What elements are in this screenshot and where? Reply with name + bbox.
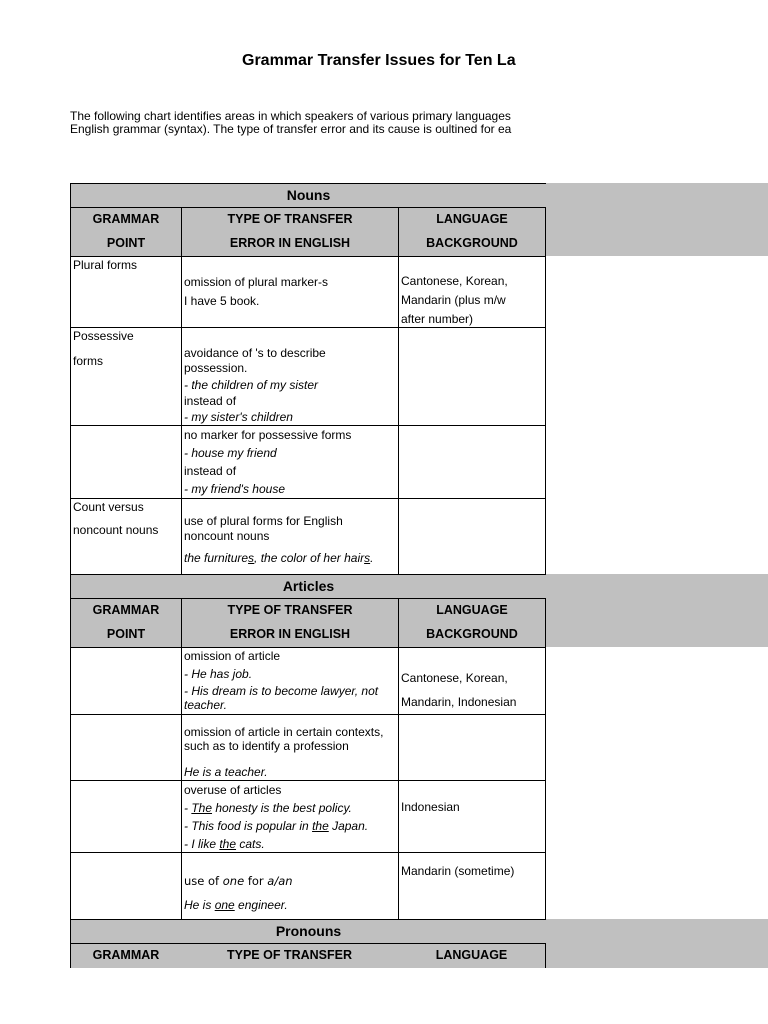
header-language-line2: BACKGROUND — [426, 236, 518, 250]
example-text: - my sister's children — [184, 410, 293, 424]
lang-line: Indonesian — [401, 800, 460, 814]
nouns-row2-error — [181, 327, 399, 426]
articles-row4-lang — [398, 852, 546, 920]
error-italic: a/an — [267, 874, 293, 888]
example-part: cats. — [236, 837, 265, 851]
error-text: omission of article in certain contexts, — [184, 725, 384, 739]
example-text — [184, 551, 396, 566]
error-text: omission of plural marker-s — [184, 275, 329, 289]
header-grammar-point — [70, 943, 182, 968]
example-part: - I like — [184, 837, 220, 851]
nouns-row3-error — [181, 425, 399, 499]
lang-line: Cantonese, Korean, — [401, 274, 508, 288]
nouns-row4-error — [181, 498, 399, 575]
header-language-line1: LANGUAGE — [436, 603, 508, 617]
articles-row1-error — [181, 647, 399, 715]
example-underlined: the — [312, 819, 329, 833]
error-text — [184, 873, 396, 889]
point-text: Possessive — [73, 329, 134, 343]
nouns-row2-lang — [398, 327, 546, 426]
nouns-row4-lang — [398, 498, 546, 575]
error-italic: one — [222, 874, 245, 888]
example-text — [184, 817, 396, 835]
header-error-type — [181, 943, 399, 968]
example-underlined: the — [219, 837, 237, 851]
articles-row2-error — [181, 714, 399, 781]
articles-row3-point — [70, 780, 182, 853]
example-text: - His dream is to become lawyer, not — [184, 684, 379, 698]
header-language-line2: BACKGROUND — [426, 627, 518, 641]
header-grammar-point-line1: GRAMMAR — [92, 603, 160, 617]
example-text: - my friend's house — [184, 482, 285, 496]
header-language — [398, 598, 546, 648]
header-grammar-point-line2: POINT — [106, 236, 146, 250]
example-part: - — [184, 801, 192, 815]
lang-line: Cantonese, Korean, — [401, 671, 508, 685]
example-underlined: The — [191, 801, 213, 815]
section-nouns-label: Nouns — [286, 187, 331, 203]
lang-line: Mandarin (sometime) — [401, 864, 515, 878]
header-error-type-line1: TYPE OF TRANSFER — [226, 948, 352, 962]
error-text: noncount nouns — [184, 529, 270, 543]
connector-text: instead of — [184, 464, 237, 478]
header-error-type-line1: TYPE OF TRANSFER — [227, 603, 353, 617]
section-pronouns — [70, 919, 546, 944]
articles-row4-point — [70, 852, 182, 920]
error-text: use of plural forms for English — [184, 514, 343, 528]
header-grammar-point — [70, 207, 182, 257]
articles-row2-lang — [398, 714, 546, 781]
intro-line-1: The following chart identifies areas in which speakers of various primary languages — [70, 109, 511, 123]
articles-row1-point — [70, 647, 182, 715]
nouns-row3-lang — [398, 425, 546, 499]
example-part: engineer. — [234, 898, 288, 912]
nouns-row2-point — [70, 327, 182, 426]
header-error-type — [181, 207, 399, 257]
example-underlined: s — [248, 551, 255, 565]
error-text: avoidance of 's to describe — [184, 346, 326, 360]
example-text: He is a teacher. — [184, 765, 268, 779]
section-nouns — [70, 183, 546, 208]
error-text: no marker for possessive forms — [184, 428, 352, 442]
example-underlined: one — [214, 898, 235, 912]
example-part: Japan. — [328, 819, 369, 833]
example-text: - the children of my sister — [184, 378, 319, 392]
lang-line: Mandarin, Indonesian — [401, 695, 517, 709]
example-part: - This food is popular in — [184, 819, 313, 833]
error-text: such as to identify a profession — [184, 739, 349, 753]
header-error-type-line2: ERROR IN ENGLISH — [229, 627, 351, 641]
example-part: He is — [184, 898, 215, 912]
articles-row1-lang — [398, 647, 546, 715]
header-error-type-line1: TYPE OF TRANSFER — [227, 212, 353, 226]
example-underlined: s — [364, 551, 371, 565]
nouns-row1-error — [181, 256, 399, 328]
articles-row3-lang — [398, 780, 546, 853]
connector-text: instead of — [184, 394, 237, 408]
articles-row3-error — [181, 780, 399, 853]
point-text: Count versus — [73, 500, 144, 514]
example-text: - He has job. — [184, 667, 253, 681]
lang-line: after number) — [401, 312, 474, 326]
header-language — [398, 943, 546, 968]
error-part: for — [244, 874, 268, 888]
nouns-row1-point — [70, 256, 182, 328]
articles-row2-point — [70, 714, 182, 781]
point-text: Plural forms — [73, 258, 138, 272]
header-grammar-point — [70, 598, 182, 648]
intro-line-2: English grammar (syntax). The type of transfer error and its cause is oultined for ea — [70, 122, 512, 136]
header-error-type-line2: ERROR IN ENGLISH — [229, 236, 351, 250]
nouns-header-fill — [546, 183, 768, 256]
articles-header-fill — [546, 574, 768, 647]
header-language-line1: LANGUAGE — [435, 948, 508, 962]
example-part: honesty is the best policy. — [212, 801, 352, 815]
header-grammar-point-line1: GRAMMAR — [92, 948, 160, 962]
header-grammar-point-line1: GRAMMAR — [92, 212, 160, 226]
pronouns-header-fill — [546, 919, 768, 968]
point-text: forms — [73, 354, 103, 368]
example-text — [184, 835, 396, 853]
header-language-line1: LANGUAGE — [436, 212, 508, 226]
point-text: noncount nouns — [73, 523, 159, 537]
section-articles — [70, 574, 546, 599]
error-part: use of — [184, 874, 223, 888]
nouns-row4-point — [70, 498, 182, 575]
nouns-row3-point — [70, 425, 182, 499]
error-text: omission of article — [184, 649, 281, 663]
articles-row4-error — [181, 852, 399, 920]
error-text: possession. — [184, 361, 248, 375]
example-text: I have 5 book. — [184, 294, 260, 308]
page-title: Grammar Transfer Issues for Ten La — [242, 52, 516, 69]
error-text: overuse of articles — [184, 783, 282, 797]
example-part: . — [370, 551, 374, 565]
header-grammar-point-line2: POINT — [106, 627, 146, 641]
header-language — [398, 207, 546, 257]
nouns-row1-lang — [398, 256, 546, 328]
example-text: teacher. — [184, 698, 227, 712]
example-part: the furniture — [184, 551, 249, 565]
example-text: - house my friend — [184, 446, 277, 460]
example-text — [184, 897, 396, 913]
section-pronouns-label: Pronouns — [275, 923, 342, 939]
lang-line: Mandarin (plus m/w — [401, 293, 506, 307]
example-text — [184, 799, 396, 817]
section-articles-label: Articles — [282, 578, 335, 594]
header-error-type — [181, 598, 399, 648]
example-part: , the color of her hair — [254, 551, 365, 565]
